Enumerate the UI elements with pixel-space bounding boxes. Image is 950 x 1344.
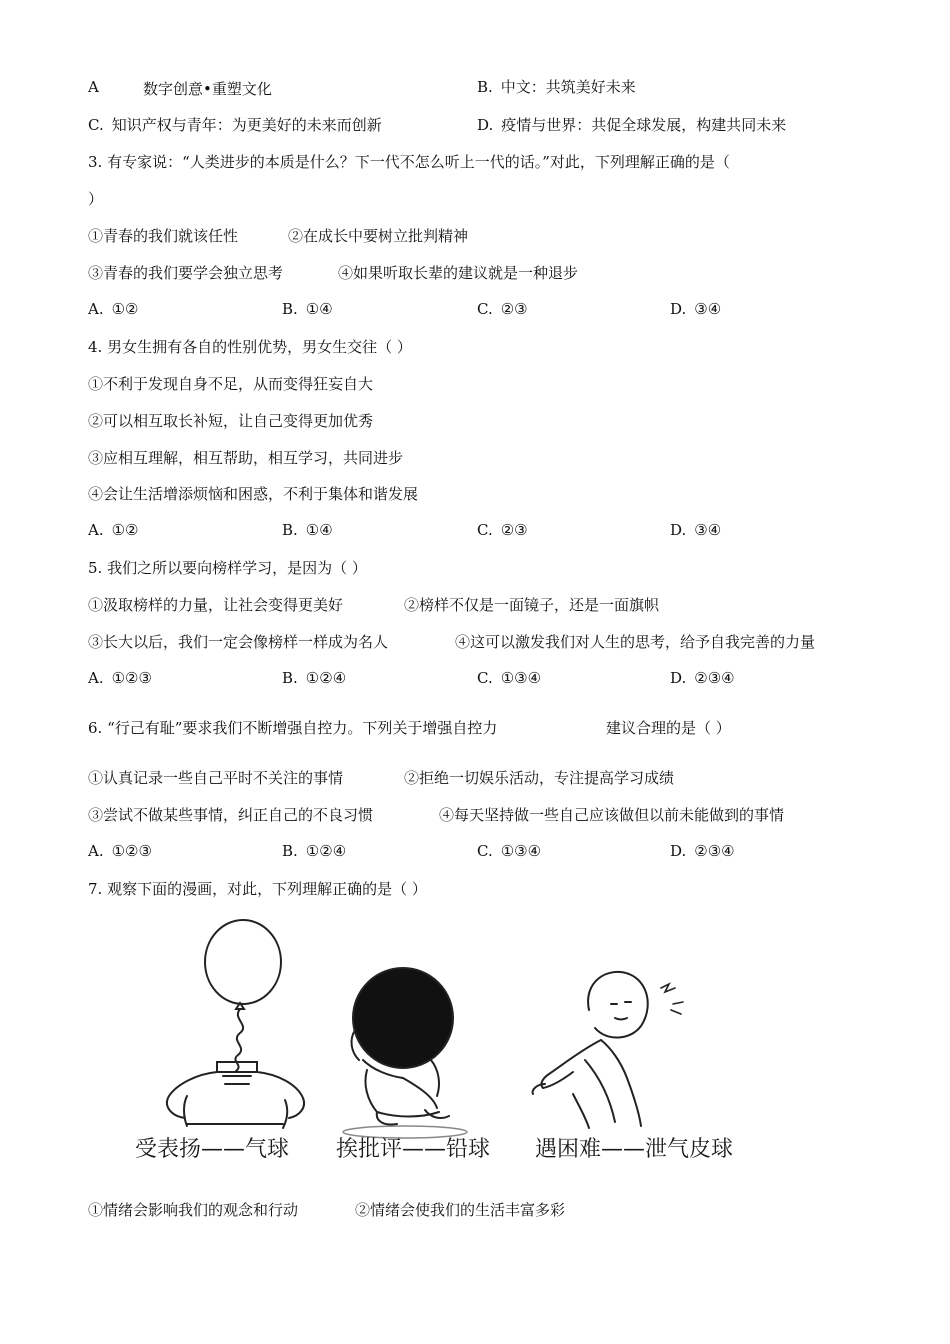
option-letter: D. <box>670 521 687 539</box>
q7-item-2: ②情绪会使我们的生活丰富多彩 <box>355 1201 566 1219</box>
q6-stem-a: 6. “行己有耻”要求我们不断增强自控力。下列关于增强自控力 <box>88 719 498 737</box>
option-letter: B. <box>282 669 298 687</box>
q4-item-2: ②可以相互取长补短，让自己变得更加优秀 <box>88 412 374 430</box>
option-text: ②③④ <box>694 842 735 860</box>
balloon-head-figure <box>167 920 304 1128</box>
q6-item-3: ③尝试不做某些事情，纠正自己的不良习惯 <box>88 806 374 824</box>
q4-item-1: ①不利于发现自身不足，从而变得狂妄自大 <box>88 375 374 393</box>
q3-item-3: ③青春的我们要学会独立思考 <box>88 264 284 282</box>
option-text: ①②③ <box>111 842 152 860</box>
q4-item-3: ③应相互理解，相互帮助，相互学习，共同进步 <box>88 449 404 467</box>
option-text: 疫情与世界：共促全球发展，构建共同未来 <box>501 116 787 134</box>
option-letter: C. <box>477 669 493 687</box>
option-letter: C. <box>477 842 493 860</box>
option-letter: A. <box>88 521 104 539</box>
q5-option-c <box>477 668 541 688</box>
option-letter: B. <box>477 78 493 96</box>
q3-option-d <box>670 299 721 319</box>
q7-item-1: ①情绪会影响我们的观念和行动 <box>88 1201 299 1219</box>
option-letter: D. <box>670 669 687 687</box>
option-text: 知识产权与青年：为更美好的未来而创新 <box>111 116 382 134</box>
q3-item-2: ②在成长中要树立批判精神 <box>288 227 469 245</box>
option-text: ①③④ <box>500 842 542 860</box>
q6-item-2: ②拒绝一切娱乐活动，专注提高学习成绩 <box>404 769 675 787</box>
option-text: ①②④ <box>305 669 347 687</box>
option-letter: B. <box>282 521 298 539</box>
q6-item-1: ①认真记录一些自己平时不关注的事情 <box>88 769 344 787</box>
option-letter: D. <box>670 300 687 318</box>
q2-option-c <box>88 115 382 135</box>
q3-option-b <box>282 299 333 319</box>
option-text: 中文：共筑美好未来 <box>500 78 636 96</box>
q4-item-4: ④会让生活增添烦恼和困惑，不利于集体和谐发展 <box>88 485 419 503</box>
q3-item-4: ④如果听取长辈的建议就是一种退步 <box>338 264 579 282</box>
q3-stem-cont: ） <box>88 190 104 208</box>
q5-stem: 5. 我们之所以要向榜样学习，是因为（ ） <box>88 559 367 577</box>
option-letter: A. <box>88 842 104 860</box>
q4-option-b <box>282 520 333 540</box>
q5-item-4: ④这可以激发我们对人生的思考，给予自我完善的力量 <box>455 633 816 651</box>
option-letter: D. <box>477 116 494 134</box>
option-letter: D. <box>670 842 687 860</box>
q5-item-1: ①汲取榜样的力量，让社会变得更美好 <box>88 596 344 614</box>
option-text: ②③ <box>500 521 528 539</box>
q2-option-a <box>88 77 99 97</box>
q4-stem: 4. 男女生拥有各自的性别优势，男女生交往（ ） <box>88 338 412 356</box>
q5-item-3: ③长大以后，我们一定会像榜样一样成为名人 <box>88 633 389 651</box>
q3-option-c <box>477 299 528 319</box>
q4-option-c <box>477 520 528 540</box>
q2-option-b <box>477 77 636 97</box>
deflated-ball-figure <box>533 972 683 1128</box>
option-text: ③④ <box>694 300 722 318</box>
option-letter: A. <box>88 300 104 318</box>
q6-option-a <box>88 841 152 861</box>
q5-item-2: ②榜样不仅是一面镜子，还是一面旗帜 <box>404 596 660 614</box>
option-letter: A <box>88 78 99 96</box>
option-text: ①②④ <box>305 842 347 860</box>
option-text: ①④ <box>305 521 333 539</box>
option-text: ③④ <box>694 521 722 539</box>
option-text: ①② <box>111 300 139 318</box>
q2-option-d <box>477 115 786 135</box>
option-text: ②③ <box>500 300 528 318</box>
option-text: ①③④ <box>500 669 542 687</box>
option-letter: A. <box>88 669 104 687</box>
q3-item-1: ①青春的我们就该任性 <box>88 227 239 245</box>
caption-difficulty-deflated-ball: 遇困难——泄气皮球 <box>535 1137 734 1162</box>
option-letter: C. <box>477 521 493 539</box>
q6-item-4: ④每天坚持做一些自己应该做但以前未能做到的事情 <box>439 806 785 824</box>
caption-criticism-lead-ball: 挨批评——铅球 <box>336 1137 491 1162</box>
option-text: ①④ <box>305 300 333 318</box>
option-letter: C. <box>477 300 493 318</box>
q4-option-a <box>88 520 139 540</box>
q3-stem: 3. 有专家说：“人类进步的本质是什么？下一代不怎么听上一代的话。”对此，下列理解正确的是（ <box>88 153 730 171</box>
q4-option-d <box>670 520 721 540</box>
q7-stem: 7. 观察下面的漫画，对此，下列理解正确的是（ ） <box>88 880 427 898</box>
q2-option-a-text: 数字创意•重塑文化 <box>143 80 272 98</box>
q3-option-a <box>88 299 139 319</box>
option-letter: B. <box>282 300 298 318</box>
option-text: ①② <box>111 521 139 539</box>
option-text: ①②③ <box>111 669 152 687</box>
caption-praise-balloon: 受表扬——气球 <box>135 1137 290 1162</box>
q5-option-a <box>88 668 152 688</box>
q5-option-b <box>282 668 346 688</box>
q5-option-d <box>670 668 735 688</box>
q6-option-b <box>282 841 346 861</box>
q6-option-c <box>477 841 541 861</box>
lead-ball-figure <box>343 968 467 1138</box>
q6-option-d <box>670 841 735 861</box>
option-text: ②③④ <box>694 669 735 687</box>
option-letter: B. <box>282 842 298 860</box>
q6-stem-b: 建议合理的是（ ） <box>606 719 731 737</box>
option-letter: C. <box>88 116 104 134</box>
